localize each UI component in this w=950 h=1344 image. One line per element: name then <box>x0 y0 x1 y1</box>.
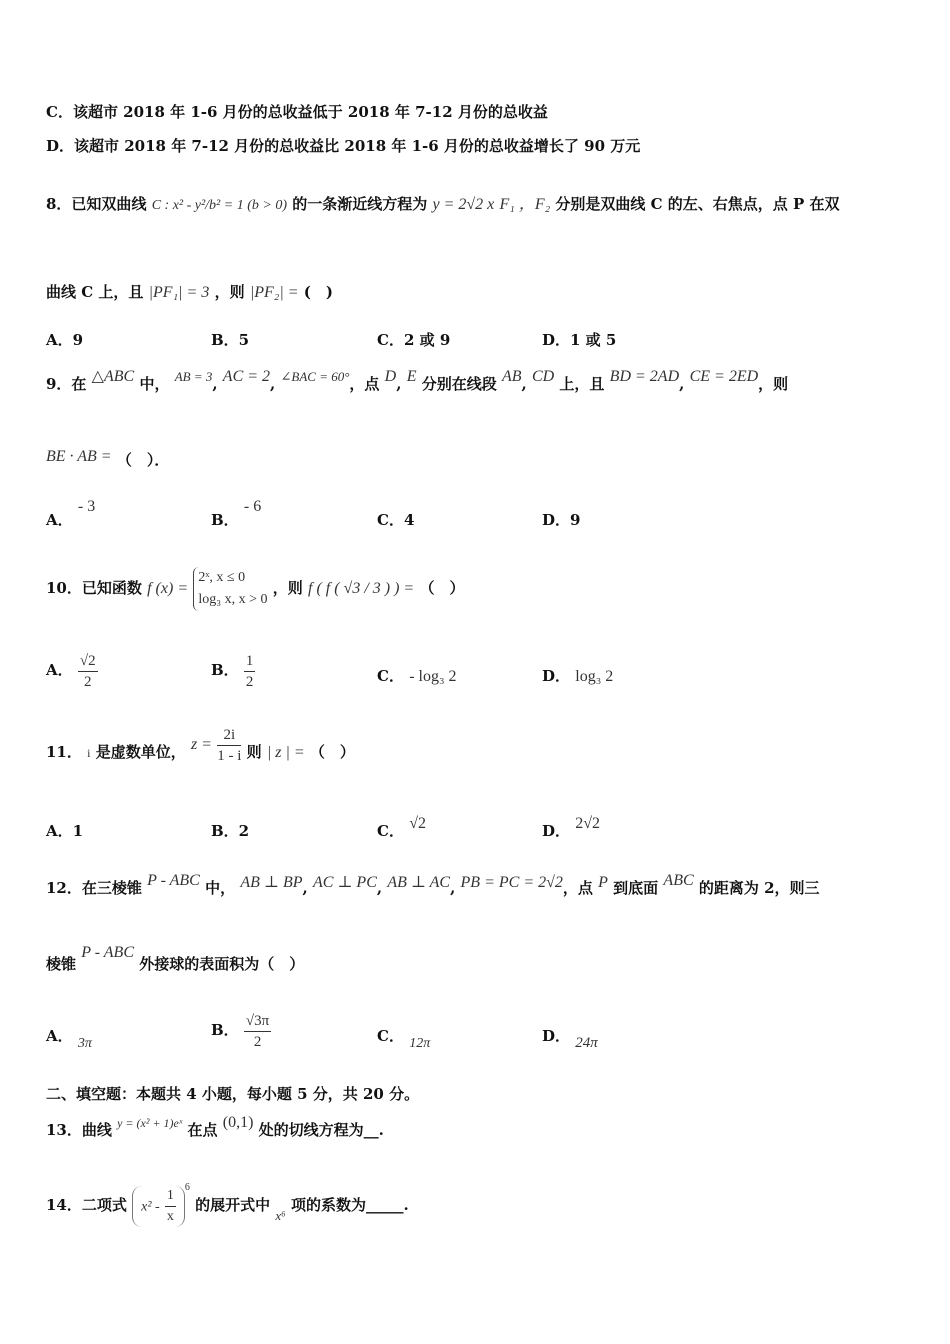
q9-bd: BD = 2AD <box>609 368 680 385</box>
q12-option-d <box>542 1025 598 1051</box>
q11-paren: （ ） <box>309 743 355 761</box>
q12-line2b: 外接球的表面积为（ ） <box>139 955 305 973</box>
q10-ze: ，则 <box>272 579 303 597</box>
q11-option-c-value: √2 <box>409 815 426 832</box>
q12-option-c-label: C． <box>377 1027 404 1045</box>
q12-option-b-frac <box>244 1011 271 1052</box>
q13-curve: y = (x² + 1)eˣ <box>117 1116 183 1130</box>
q11-prefix: 11． <box>46 743 82 761</box>
q14-frac-num: 1 <box>165 1186 176 1207</box>
q10-option-a-num: √2 <box>78 651 98 672</box>
q12-c4: PB = PC = 2√2 <box>460 874 563 891</box>
q11-ze: 则 <box>246 743 262 761</box>
q10-option-b-num: 1 <box>244 651 256 672</box>
q14-mid: 的展开式中 <box>195 1196 271 1214</box>
q12-stem: 12．在三棱锥 P - ABC 中， AB ⊥ BP, AC ⊥ PC, AB ⊥ AC, PB = PC = 2√2，点 P 到底面 ABC 的距离为 2，则三 <box>46 872 820 897</box>
q12-c2: AC ⊥ PC <box>312 874 377 891</box>
q11-i: i <box>87 746 91 760</box>
q11-option-a: A．1 <box>46 822 84 840</box>
q10-option-a-frac <box>78 651 98 692</box>
q11-frac-num: 2i <box>217 725 241 746</box>
q12-c1: AB ⊥ BP <box>240 874 303 891</box>
q8-stem <box>46 184 840 224</box>
q12-option-b-den: 2 <box>253 1033 262 1050</box>
q14-binomial <box>132 1186 185 1227</box>
q12-option-d-label: D． <box>542 1027 571 1045</box>
q14-prefix: 14．二项式 <box>46 1196 127 1214</box>
q10-piecewise <box>193 567 267 611</box>
q10-option-d-label: D． <box>542 667 571 685</box>
q14-exp: 6 <box>184 1182 190 1193</box>
q9-paren: （ ）． <box>116 451 170 469</box>
q9-shang: 上，且 <box>559 375 605 393</box>
q10-prefix: 10．已知函数 <box>46 579 142 597</box>
q10-case2: log₃ x, x > 0 <box>198 592 268 607</box>
q10-option-a <box>46 645 98 695</box>
q12-zhong: 中， <box>205 879 236 897</box>
q11-stem <box>46 722 355 782</box>
q12-stem-line2 <box>46 944 305 975</box>
q12-p: P <box>598 874 608 891</box>
q8-curve: C : x² - y²/b² = 1 (b > 0) <box>151 198 287 213</box>
q13-point: (0,1) <box>222 1114 254 1131</box>
q10-expr: f ( f ( √3 / 3 ) ) = <box>308 580 415 597</box>
q10-option-c <box>377 665 457 686</box>
q10-stem <box>46 558 464 618</box>
q12-prefix: 12．在三棱锥 <box>46 879 142 897</box>
q10-option-a-den: 2 <box>83 673 92 690</box>
q7-option-c: C．该超市 2018 年 1-6 月份的总收益低于 2018 年 7-12 月份的总收益 <box>46 103 548 121</box>
q9-ab: AB = 3 <box>174 369 213 384</box>
q12-option-c-value: 12π <box>409 1036 431 1051</box>
q12-line2a: 棱锥 <box>46 955 77 973</box>
q12-option-a-label: A． <box>46 1027 73 1045</box>
q8-line2b: ，则 <box>214 283 245 301</box>
q11-option-c-label: C． <box>377 822 404 840</box>
q8-line2a: 曲线 C 上，且 <box>46 283 144 301</box>
q11-text: 是虚数单位， <box>95 743 186 761</box>
q14-stem <box>46 1172 409 1232</box>
q11-option-d-value: 2√2 <box>575 815 601 832</box>
q9-option-a-value: - 3 <box>77 498 96 515</box>
q14-expr-a: x² - <box>141 1199 160 1214</box>
q9-triangle: △ABC <box>91 368 135 385</box>
q9-ze: ，则 <box>758 375 789 393</box>
q8-cond: |PF₁| = 3 <box>148 284 210 301</box>
q13-stem <box>46 1114 384 1141</box>
q12-option-c <box>377 1025 431 1051</box>
q9-option-c: C．4 <box>377 511 415 529</box>
q10-option-d <box>542 665 613 686</box>
q9-option-b-value: - 6 <box>243 498 262 515</box>
q9-seg-cd: CD <box>531 368 555 385</box>
q12-abc: ABC <box>663 872 694 889</box>
q9-option-b-label: B． <box>211 511 239 529</box>
q8-prefix: 8．已知双曲线 <box>46 195 147 213</box>
q13-mid: 在点 <box>187 1121 218 1139</box>
q9-dian: ，点 <box>349 375 380 393</box>
q12-pabc: P - ABC <box>147 872 200 889</box>
q9-option-b <box>211 498 262 530</box>
q10-option-b-den: 2 <box>245 673 254 690</box>
q14-frac <box>165 1186 176 1227</box>
q10-fx: f (x) = <box>147 580 189 597</box>
q12-option-a-value: 3π <box>77 1036 92 1051</box>
q10-case1: 2ˣ, x ≤ 0 <box>198 570 246 585</box>
q10-option-b <box>211 645 255 695</box>
q14-rest: 项的系数为_____. <box>290 1196 409 1214</box>
q9-fenbie: 分别在线段 <box>421 375 497 393</box>
q8-asymptote: y = 2√2 x <box>432 196 495 213</box>
q9-ce: CE = 2ED <box>689 368 759 385</box>
q10-option-c-label: C． <box>377 667 404 685</box>
q12-option-a <box>46 1025 92 1051</box>
q11-z: z = <box>190 736 212 753</box>
q12-dao: 到底面 <box>613 879 659 897</box>
q11-option-b: B．2 <box>211 822 250 840</box>
q9-e: E <box>406 368 417 385</box>
q12-option-d-value: 24π <box>575 1035 598 1051</box>
q13-prefix: 13．曲线 <box>46 1121 112 1139</box>
q12-option-b <box>211 1005 271 1055</box>
q9-option-d: D．9 <box>542 511 581 529</box>
q9-stem-line2 <box>46 450 169 471</box>
q8-mid: 的一条渐近线方程为 <box>292 195 428 213</box>
q11-abs: | z | = <box>266 744 305 761</box>
q12-option-b-num: √3π <box>244 1011 271 1032</box>
q10-option-b-label: B． <box>211 661 239 679</box>
q11-option-d-label: D． <box>542 822 571 840</box>
q8-foci: F₁ ，F₂ <box>499 196 551 213</box>
q9-prefix: 9．在 <box>46 375 87 393</box>
q9-option-a <box>46 498 96 530</box>
q12-pabc2: P - ABC <box>81 944 134 961</box>
q9-ac: AC = 2 <box>222 368 271 385</box>
q10-option-c-value: - log₃ 2 <box>409 668 457 685</box>
section-2-heading: 二、填空题：本题共 4 小题，每小题 5 分，共 20 分。 <box>46 1085 420 1103</box>
q13-rest: 处的切线方程为__. <box>258 1121 384 1139</box>
q9-d: D <box>384 368 397 385</box>
q8-paren: ( ) <box>303 283 333 301</box>
q8-option-c: C．2 或 9 <box>377 331 451 349</box>
q12-rest: 的距离为 2，则三 <box>698 879 820 897</box>
q12-dian: ，点 <box>562 879 593 897</box>
q12-option-b-label: B． <box>211 1021 239 1039</box>
q8-stem-line2 <box>46 282 333 303</box>
q11-option-c <box>377 815 426 841</box>
q10-option-d-value: log₃ 2 <box>575 668 614 685</box>
q11-frac <box>217 725 241 766</box>
q9-option-a-label: A． <box>46 511 73 529</box>
q8-ask: |PF₂| = <box>249 284 299 301</box>
q8-option-d: D．1 或 5 <box>542 331 617 349</box>
q9-stem: 9．在 △ABC 中， AB = 3, AC = 2, ∠BAC = 60°，点 D, E 分别在线段 AB, CD 上，且 BD = 2AD, CE = 2ED，则 <box>46 368 789 393</box>
q9-seg-ab: AB <box>501 368 522 385</box>
q9-zhong: 中， <box>139 375 170 393</box>
q9-expr: BE · AB = <box>46 448 112 465</box>
q10-paren: （ ） <box>419 579 465 597</box>
q10-option-a-label: A． <box>46 661 73 679</box>
q10-option-b-frac <box>244 651 256 692</box>
q9-angle: ∠BAC = 60° <box>280 369 350 384</box>
q8-option-b: B．5 <box>211 331 250 349</box>
q8-rest: 分别是双曲线 C 的左、右焦点，点 P 在双 <box>555 195 840 213</box>
q14-term: x⁶ <box>275 1208 286 1223</box>
q11-frac-den: 1 - i <box>217 747 242 764</box>
q8-option-a: A．9 <box>46 331 84 349</box>
q14-frac-den: x <box>166 1208 174 1224</box>
q7-option-d: D．该超市 2018 年 7-12 月份的总收益比 2018 年 1-6 月份的总收益增长了 90 万元 <box>46 137 641 155</box>
q11-option-d <box>542 815 601 841</box>
q12-c3: AB ⊥ AC <box>387 874 451 891</box>
